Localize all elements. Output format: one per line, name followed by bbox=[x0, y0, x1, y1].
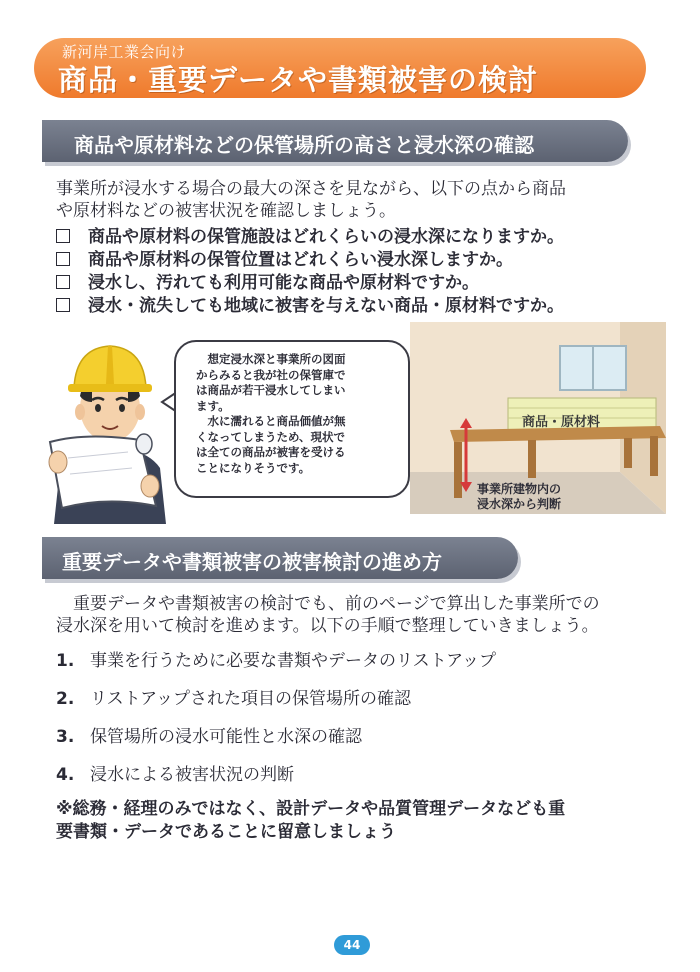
bubble-line: 想定浸水深と事業所の図面 bbox=[196, 352, 346, 366]
checklist-text: 商品や原材料の保管位置はどれくらい浸水深しますか。 bbox=[88, 250, 513, 270]
bubble-line: くなってしまうため、現状で bbox=[196, 429, 346, 444]
section1-intro-line-2: や原材料などの被害状況を確認しましょう。 bbox=[56, 201, 396, 221]
step-item bbox=[56, 646, 496, 671]
note-line-2: 要書類・データであることに留意しましょう bbox=[56, 822, 396, 842]
speech-bubble-text bbox=[196, 352, 396, 476]
checklist-item bbox=[56, 268, 479, 293]
depth-caption bbox=[477, 482, 561, 512]
section2-intro-line-1: 重要データや書類被害の検討でも、前のページで算出した事業所での bbox=[56, 594, 600, 614]
worker-illustration bbox=[36, 336, 186, 524]
section1-title: 商品や原材料などの保管場所の高さと浸水深の確認 bbox=[74, 133, 534, 157]
note-line-1: ※総務・経理のみではなく、設計データや品質管理データなども重 bbox=[56, 799, 566, 819]
step-number: 4. bbox=[56, 765, 75, 785]
bubble-line: ます。 bbox=[196, 398, 230, 413]
checklist-text: 浸水し、汚れても利用可能な商品や原材料ですか。 bbox=[88, 273, 479, 293]
step-text: 保管場所の浸水可能性と水深の確認 bbox=[90, 727, 362, 747]
checkbox-icon bbox=[56, 298, 70, 312]
depth-caption-line: 事業所建物内の bbox=[477, 482, 562, 496]
page-number: 44 bbox=[334, 935, 370, 955]
checklist-text: 商品や原材料の保管施設はどれくらいの浸水深になりますか。 bbox=[88, 227, 564, 247]
step-text: 事業を行うために必要な書類やデータのリストアップ bbox=[90, 651, 496, 671]
checklist-text: 浸水・流失しても地域に被害を与えない商品・原材料ですか。 bbox=[88, 296, 564, 316]
header-subtitle: 新河岸工業会向け bbox=[62, 43, 187, 61]
step-text: リストアップされた項目の保管場所の確認 bbox=[90, 689, 411, 709]
bubble-line: は商品が若干浸水してしまい bbox=[196, 383, 346, 397]
bubble-line: は全ての商品が被害を受ける bbox=[196, 445, 346, 459]
page-title: 商品・重要データや書類被害の検討 bbox=[58, 63, 539, 97]
checkbox-icon bbox=[56, 229, 70, 243]
step-item bbox=[56, 760, 294, 785]
goods-label: 商品・原材料 bbox=[522, 415, 601, 430]
section1-intro-line-1: 事業所が浸水する場合の最大の深さを見ながら、以下の点から商品 bbox=[56, 179, 566, 199]
section2-title: 重要データや書類被害の被害検討の進め方 bbox=[62, 550, 442, 574]
depth-caption-line: 浸水深から判断 bbox=[477, 497, 562, 511]
checklist-item bbox=[56, 245, 513, 270]
bubble-line: 水に濡れると商品価値が無 bbox=[196, 414, 346, 428]
step-text: 浸水による被害状況の判断 bbox=[90, 765, 294, 785]
step-item bbox=[56, 684, 411, 709]
checkbox-icon bbox=[56, 252, 70, 266]
checklist-item bbox=[56, 222, 564, 247]
bubble-line: ことになりそうです。 bbox=[196, 460, 311, 475]
step-number: 3. bbox=[56, 727, 75, 747]
step-number: 1. bbox=[56, 651, 75, 671]
step-item bbox=[56, 722, 362, 747]
checklist-item bbox=[56, 291, 564, 316]
checkbox-icon bbox=[56, 275, 70, 289]
step-number: 2. bbox=[56, 689, 75, 709]
section2-intro-line-2: 浸水深を用いて検討を進めます。以下の手順で整理していきましょう。 bbox=[56, 616, 599, 636]
bubble-line: からみると我が社の保管庫で bbox=[196, 367, 346, 382]
